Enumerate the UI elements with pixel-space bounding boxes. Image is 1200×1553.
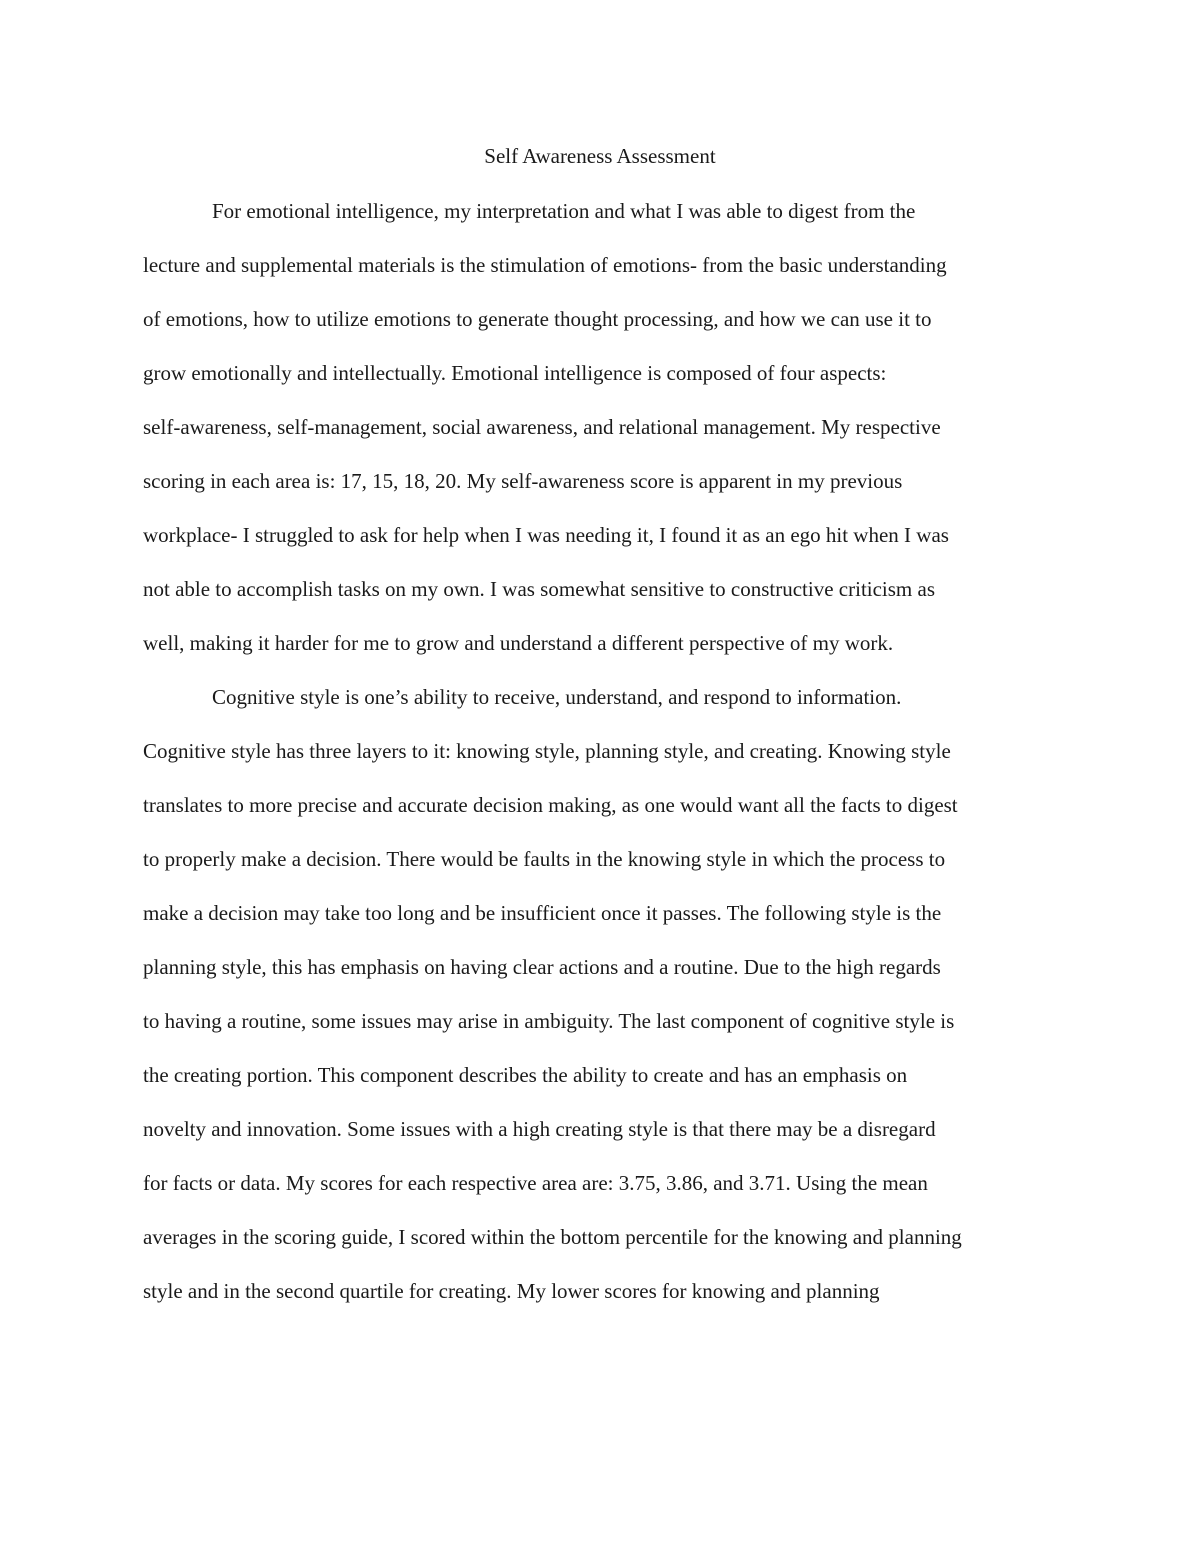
paragraph-line: scoring in each area is: 17, 15, 18, 20. My self-awareness score is apparent in my previous xyxy=(143,469,903,493)
paragraph-line: to having a routine, some issues may arise in ambiguity. The last component of cognitive style is xyxy=(143,1009,955,1033)
paragraph-line: planning style, this has emphasis on having clear actions and a routine. Due to the high regards xyxy=(143,955,941,979)
paragraph-line: translates to more precise and accurate decision making, as one would want all the facts to digest xyxy=(143,793,958,817)
paragraph-line: for facts or data. My scores for each respective area are: 3.75, 3.86, and 3.71. Using the mean xyxy=(143,1171,928,1195)
document-title: Self Awareness Assessment xyxy=(484,144,716,168)
paragraph-line: not able to accomplish tasks on my own. I was somewhat sensitive to constructive criticism as xyxy=(143,577,936,601)
paragraph-line: style and in the second quartile for creating. My lower scores for knowing and planning xyxy=(143,1279,880,1303)
paragraph-line: to properly make a decision. There would be faults in the knowing style in which the process to xyxy=(143,847,946,871)
paragraph-line: novelty and innovation. Some issues with a high creating style is that there may be a disregard xyxy=(143,1117,936,1141)
paragraph-line: well, making it harder for me to grow and understand a different perspective of my work. xyxy=(143,631,894,655)
paragraph-line: workplace- I struggled to ask for help when I was needing it, I found it as an ego hit when I was xyxy=(143,523,949,547)
paragraph-line: Cognitive style is one’s ability to receive, understand, and respond to information. xyxy=(212,685,902,709)
paragraph-line: make a decision may take too long and be insufficient once it passes. The following style is the xyxy=(143,901,942,925)
paragraph-line: grow emotionally and intellectually. Emotional intelligence is composed of four aspects: xyxy=(143,361,887,385)
paragraph-line: averages in the scoring guide, I scored within the bottom percentile for the knowing and planning xyxy=(143,1225,962,1249)
paragraph-line: lecture and supplemental materials is the stimulation of emotions- from the basic understanding xyxy=(143,253,947,277)
paragraph-line: Cognitive style has three layers to it: knowing style, planning style, and creating. Knowing style xyxy=(143,739,951,763)
paragraph-line: of emotions, how to utilize emotions to generate thought processing, and how we can use it to xyxy=(143,307,932,331)
paragraph-line: For emotional intelligence, my interpretation and what I was able to digest from the xyxy=(212,199,916,223)
paragraph-line: the creating portion. This component describes the ability to create and has an emphasis on xyxy=(143,1063,908,1087)
paragraph-line: self-awareness, self-management, social awareness, and relational management. My respective xyxy=(143,415,941,439)
